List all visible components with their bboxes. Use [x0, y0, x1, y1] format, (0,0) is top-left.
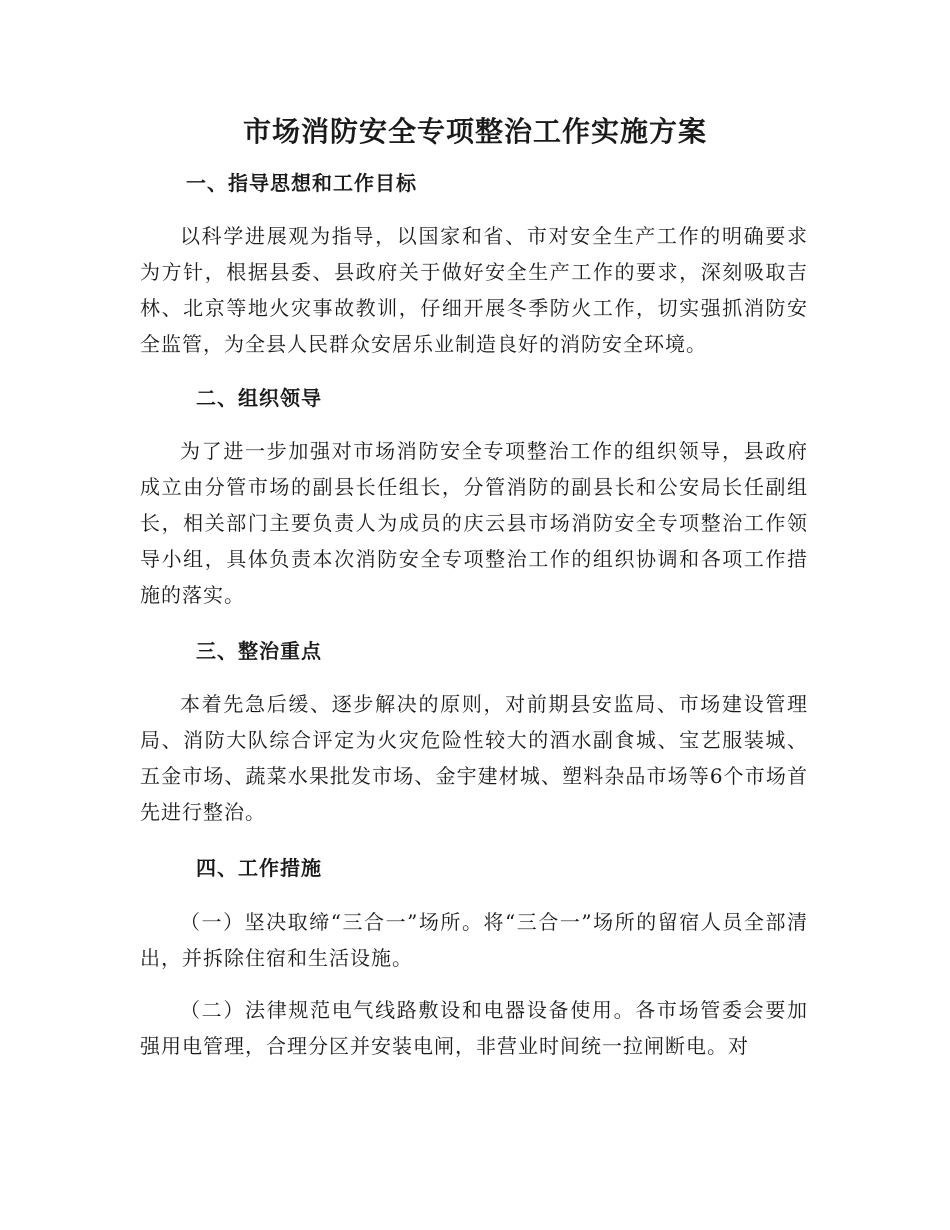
section-heading-measures: 四、工作措施 — [196, 856, 322, 880]
paragraph-guiding-ideology: 以科学进展观为指导，以国家和省、市对安全生产工作的明确要求为方针，根据县委、县政府关于做好安全生产工作的要求，深刻吸取吉林、北京等地火灾事故教训，仔细开展冬季防火工作，切实强抓消防安全监管，为全县人民群众安居乐业制造良好的消防安全环境。 — [140, 224, 808, 356]
paragraph-focus: 本着先急后缓、逐步解决的原则，对前期县安监局、市场建设管理局、消防大队综合评定为火灾危险性较大的酒水副食城、宝艺服装城、五金市场、蔬菜水果批发市场、金宇建材城、塑料杂品市场等6个市场首先进行整治。 — [140, 692, 808, 824]
paragraph-organization: 为了进一步加强对市场消防安全专项整治工作的组织领导，县政府成立由分管市场的副县长任组长，分管消防的副县长和公安局长任副组长，相关部门主要负责人为成员的庆云县市场消防安全专项整治工作领导小组，具体负责本次消防安全专项整治工作的组织协调和各项工作措施的落实。 — [140, 439, 808, 607]
section-heading-focus: 三、整治重点 — [196, 639, 322, 663]
section-heading-organization: 二、组织领导 — [196, 386, 322, 410]
paragraph-measure-1: （一）坚决取缔“三合一”场所。将“三合一”场所的留宿人员全部清出，并拆除住宿和生活设施。 — [140, 910, 808, 970]
document-title: 市场消防安全专项整治工作实施方案 — [242, 115, 707, 148]
paragraph-measure-2: （二）法律规范电气线路敷设和电器设备使用。各市场管委会要加强用电管理，合理分区并安装电闸，非营业时间统一拉闸断电。对 — [140, 998, 808, 1058]
section-heading-guiding-ideology: 一、指导思想和工作目标 — [186, 171, 417, 195]
